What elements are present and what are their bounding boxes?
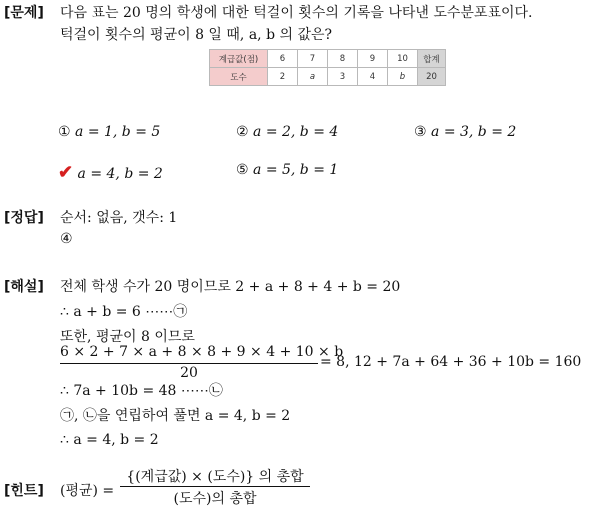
explanation-line-6: ㉠, ㉡을 연립하여 풀면 a = 4, b = 2 (60, 408, 291, 424)
choice-text: a = 5, b = 1 (253, 162, 339, 178)
choice-marker: ② (236, 124, 249, 140)
hint-lhs: (평균) = (60, 483, 115, 499)
table-row-class-value (210, 50, 446, 68)
table-cell: 7 (298, 50, 328, 68)
choice-2[interactable] (236, 124, 338, 140)
table-cell: 3 (328, 68, 358, 86)
fraction-numerator: {(계급값) × (도수)} 의 총합 (126, 469, 304, 485)
choice-5[interactable] (236, 162, 338, 178)
fraction-bar (120, 486, 310, 487)
fraction-denominator: 20 (180, 365, 198, 381)
problem-line-1: 다음 표는 20 명의 학생에 대한 턱걸이 횟수의 기록을 나타낸 도수분포표이다. (60, 5, 533, 21)
choice-4[interactable] (58, 162, 163, 183)
table-cell: 10 (388, 50, 418, 68)
table-cell: 계급값(점) (210, 50, 268, 68)
table-cell: 도수 (210, 68, 268, 86)
choice-text: a = 4, b = 2 (77, 166, 163, 182)
choice-3[interactable] (414, 124, 516, 140)
choice-marker: ③ (414, 124, 427, 140)
table-cell-sum: 합계 (418, 50, 446, 68)
choice-marker: ① (58, 124, 71, 140)
table-cell: 9 (358, 50, 388, 68)
checkmark-icon: ✔ (58, 162, 74, 183)
table-cell: b (388, 68, 418, 86)
answer-line-1: 순서: 없음, 갯수: 1 (60, 210, 178, 226)
frequency-table (209, 49, 446, 86)
table-cell: a (298, 68, 328, 86)
table-cell: 8 (328, 50, 358, 68)
choice-text: a = 3, b = 2 (431, 124, 517, 140)
problem-tag: [문제] (4, 5, 44, 21)
fraction-numerator: 6 × 2 + 7 × a + 8 × 8 + 9 × 4 + 10 × b (60, 344, 344, 360)
table-cell: 2 (268, 68, 298, 86)
fraction-bar (60, 363, 318, 364)
hint-tag: [힌트] (4, 483, 44, 499)
answer-tag: [정답] (4, 210, 44, 226)
explanation-line-2: ∴ a + b = 6 ⋯⋯㉠ (60, 304, 188, 320)
choice-text: a = 1, b = 5 (75, 124, 161, 140)
explanation-tag: [해설] (4, 279, 44, 295)
problem-line-2: 턱걸이 횟수의 평균이 8 일 때, a, b 의 값은? (60, 27, 333, 43)
average-fraction (60, 344, 344, 382)
explanation-line-3: 또한, 평균이 8 이므로 (60, 329, 195, 345)
choice-marker: ⑤ (236, 162, 249, 178)
choice-1[interactable] (58, 124, 160, 140)
explanation-line-7: ∴ a = 4, b = 2 (60, 432, 159, 448)
explanation-line-1: 전체 학생 수가 20 명이므로 2 + a + 8 + 4 + b = 20 (60, 279, 401, 295)
fraction-rhs: = 8, 12 + 7a + 64 + 36 + 10b = 160 (320, 354, 582, 370)
table-cell: 6 (268, 50, 298, 68)
table-cell-sum: 20 (418, 68, 446, 86)
hint-fraction (120, 466, 310, 506)
table-row-frequency (210, 68, 446, 86)
explanation-line-5: ∴ 7a + 10b = 48 ⋯⋯㉡ (60, 383, 223, 399)
choice-text: a = 2, b = 4 (253, 124, 339, 140)
answer-line-2: ④ (60, 231, 73, 247)
table-cell: 4 (358, 68, 388, 86)
fraction-denominator: (도수)의 총합 (173, 491, 257, 507)
